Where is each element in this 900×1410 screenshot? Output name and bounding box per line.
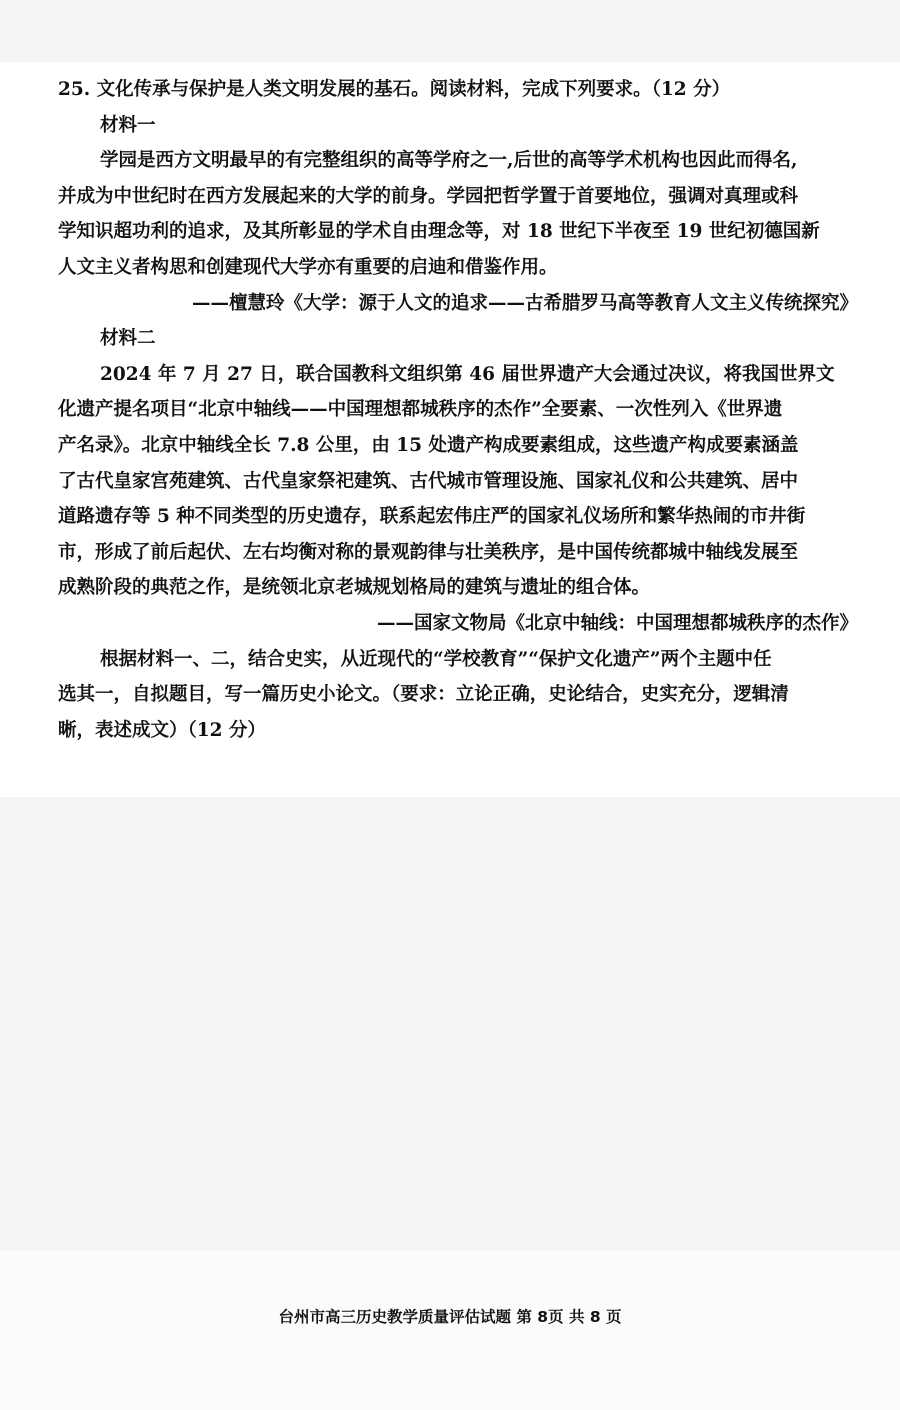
material2-line: 了古代皇家宫苑建筑、古代皇家祭祀建筑、古代城市管理设施、国家礼仪和公共建筑、居中 bbox=[58, 470, 799, 492]
material2-line: 产名录》。北京中轴线全长 7.8 公里，由 15 处遗产构成要素组成，这些遗产构成要素涵盖 bbox=[58, 434, 799, 456]
material2-line: 市，形成了前后起伏、左右均衡对称的景观韵律与壮美秩序，是中国传统都城中轴线发展至 bbox=[58, 541, 799, 563]
material1-line: 学园是西方文明最早的有完整组织的高等学府之一,后世的高等学术机构也因此而得名, bbox=[100, 150, 798, 172]
material1-line: 并成为中世纪时在西方发展起来的大学的前身。学园把哲学置于首要地位，强调对真理或科 bbox=[58, 185, 799, 207]
material2-label: 材料二 bbox=[100, 328, 156, 350]
footer-band bbox=[0, 1250, 900, 1410]
question-25 bbox=[58, 72, 858, 748]
material2-line: 成熟阶段的典范之作，是统领北京老城规划格局的建筑与遗址的组合体。 bbox=[58, 577, 651, 599]
requirement-line: 晰，表述成文）（12 分） bbox=[58, 719, 266, 741]
requirement bbox=[58, 642, 858, 749]
requirement-line: 根据材料一、二，结合史实，从近现代的“学校教育”“保护文化遗产”两个主题中任 bbox=[100, 648, 772, 670]
material2-source: ——国家文物局《北京中轴线：中国理想都城秩序的杰作》 bbox=[376, 612, 858, 634]
question-title: 25. 文化传承与保护是人类文明发展的基石。阅读材料，完成下列要求。（12 分） bbox=[58, 79, 731, 100]
requirement-line: 选其一，自拟题目，写一篇历史小论文。（要求：立论正确，史论结合，史实充分，逻辑清 bbox=[58, 684, 789, 706]
material1-body bbox=[58, 143, 858, 285]
material1-source: ——檀慧玲《大学：源于人文的追求——古希腊罗马高等教育人文主义传统探究》 bbox=[191, 292, 858, 314]
material2-line: 化遗产提名项目“北京中轴线——中国理想都城秩序的杰作”全要素、一次性列入《世界遗 bbox=[58, 399, 783, 421]
material1-label: 材料一 bbox=[100, 114, 156, 136]
material1-line: 人文主义者构思和创建现代大学亦有重要的启迪和借鉴作用。 bbox=[58, 256, 558, 278]
material2-line: 2024 年 7 月 27 日，联合国教科文组织第 46 届世界遗产大会通过决议，将我国世界文 bbox=[100, 363, 835, 385]
material1-line: 学知识超功利的追求，及其所彰显的学术自由理念等，对 18 世纪下半夜至 19 世纪初德国新 bbox=[58, 221, 820, 243]
page-footer: 台州市高三历史教学质量评估试题 第 8页 共 8 页 bbox=[278, 1308, 622, 1326]
material2-body bbox=[58, 357, 858, 606]
material2-line: 道路遗存等 5 种不同类型的历史遗存，联系起宏伟庄严的国家礼仪场所和繁华热闹的市井街 bbox=[58, 506, 806, 528]
